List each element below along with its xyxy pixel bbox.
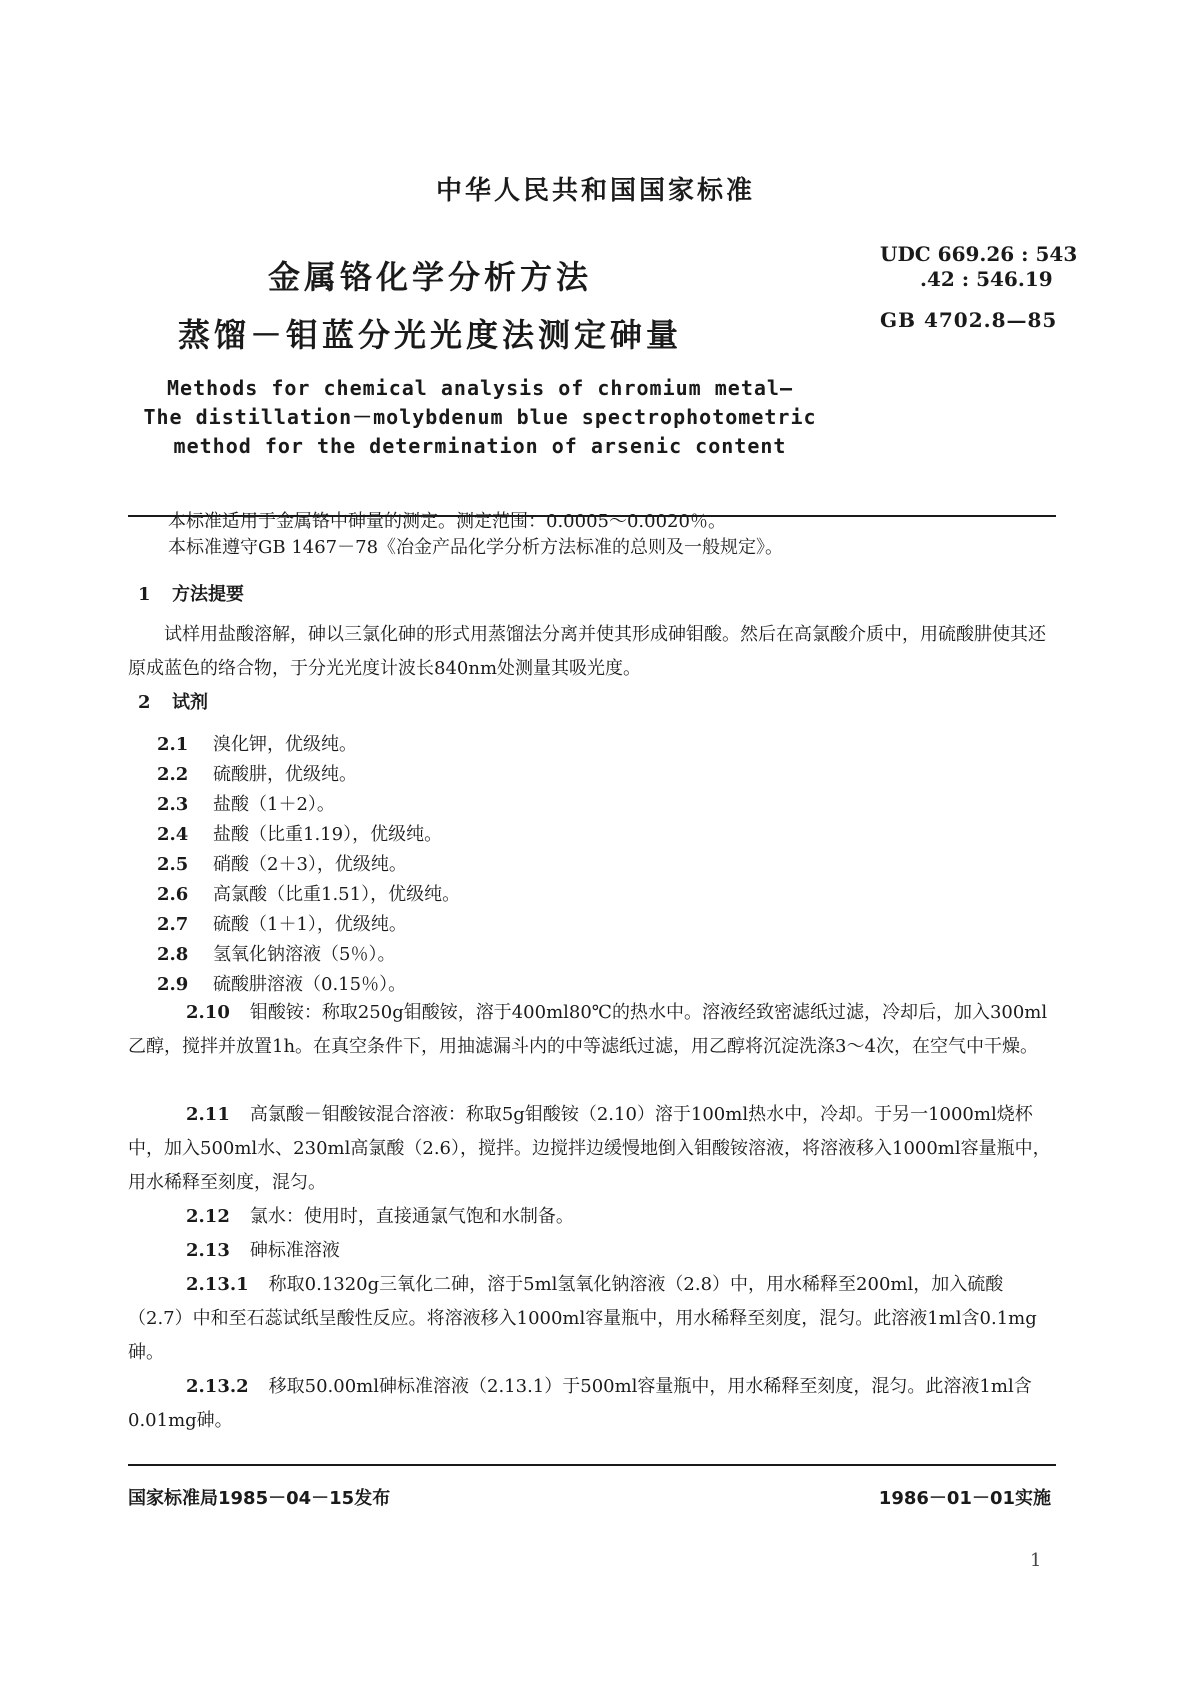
item-2-12-number: 2.12 (186, 1206, 230, 1227)
udc-line2: .42 : 546.19 (920, 267, 1053, 291)
item-2-12-text: 氯水：使用时，直接通氯气饱和水制备。 (249, 1206, 574, 1227)
standard-label: 中华人民共和国国家标准 (435, 176, 755, 206)
intro-text-1: 本标准适用于金属铬中砷量的测定。测定范围：0.0005～0.0020％。 (168, 511, 726, 532)
page-number: 1 (1030, 1550, 1042, 1571)
item-2-13 (128, 1234, 1056, 1268)
title-en (0, 374, 960, 461)
udc-line1: UDC 669.26 : 543 (880, 242, 1078, 266)
item-2-10-number: 2.10 (186, 1002, 230, 1023)
list-item: 2.4 盐酸（比重1.19），优级纯。 (157, 824, 443, 845)
issued-date: 国家标准局1985－04－15发布 (128, 1488, 391, 1509)
list-item: 2.2 硫酸肼，优级纯。 (157, 764, 357, 785)
title-en-line1: Methods for chemical analysis of chromium metal— (167, 376, 793, 400)
intro-text-2: 本标准遵守GB 1467－78《冶金产品化学分析方法标准的总则及一般规定》。 (168, 537, 784, 558)
item-2-13-text: 砷标准溶液 (249, 1240, 340, 1261)
title-en-line2: The distillation－molybdenum blue spectrophotometric (143, 405, 817, 429)
item-2-11-text: 高氯酸－钼酸铵混合溶液：称取5g钼酸铵（2.10）溶于100ml热水中，冷却。于另一1000ml烧杯中，加入500ml水、230ml高氯酸（2.6），搅拌。边搅拌边缓慢地倒入钼酸铵溶液，将溶液移入1000ml容量瓶中，用水稀释至刻度，混匀。 (128, 1104, 1051, 1193)
item-2-13-2-text: 移取50.00ml砷标准溶液（2.13.1）于500ml容量瓶中，用水稀释至刻度，混匀。此溶液1ml含0.01mg砷。 (128, 1376, 1032, 1431)
list-item: 2.6 高氯酸（比重1.51），优级纯。 (157, 884, 461, 905)
section-2-heading (138, 688, 208, 714)
item-2-13-1 (128, 1268, 1056, 1370)
item-2-13-1-number: 2.13.1 (186, 1274, 249, 1295)
intro-paragraph-1 (168, 508, 726, 532)
intro-paragraph-2 (168, 536, 783, 560)
list-item: 2.1 溴化钾，优级纯。 (157, 734, 357, 755)
section-1-heading (138, 580, 244, 606)
item-2-13-2-number: 2.13.2 (186, 1376, 249, 1397)
section-2-title: 试剂 (172, 692, 208, 713)
item-2-10 (128, 996, 1056, 1064)
list-item: 2.9 硫酸肼溶液（0.15％）。 (157, 974, 407, 995)
item-2-13-number: 2.13 (186, 1240, 230, 1261)
list-item: 2.5 硝酸（2＋3），优级纯。 (157, 854, 407, 875)
section-1-title: 方法提要 (172, 584, 244, 605)
effective-date: 1986－01－01实施 (878, 1488, 1051, 1509)
title-en-line3: method for the determination of arsenic content (173, 434, 787, 458)
item-2-10-text: 钼酸铵：称取250g钼酸铵，溶于400ml80℃的热水中。溶液经致密滤纸过滤，冷却后，加入300ml乙醇，搅拌并放置1h。在真空条件下，用抽滤漏斗内的中等滤纸过滤，用乙醇将沉淀洗涤3～4次，在空气中干燥。 (128, 1002, 1048, 1057)
udc-code (880, 242, 1077, 292)
item-2-11 (128, 1098, 1056, 1200)
section-1-body: 试样用盐酸溶解，砷以三氯化砷的形式用蒸馏法分离并使其形成砷钼酸。然后在高氯酸介质中，用硫酸肼使其还原成蓝色的络合物，于分光光度计波长840nm处测量其吸光度。 (128, 624, 1046, 679)
list-item: 2.3 盐酸（1＋2）。 (157, 794, 335, 815)
bottom-divider (128, 1464, 1056, 1466)
list-item: 2.7 硫酸（1＋1），优级纯。 (157, 914, 407, 935)
title-cn-line2: 蒸馏－钼蓝分光光度法测定砷量 (177, 316, 682, 354)
item-2-13-2 (128, 1370, 1056, 1438)
gb-number: GB 4702.8—85 (880, 308, 1058, 332)
item-2-11-number: 2.11 (186, 1104, 230, 1125)
item-2-13-1-text: 称取0.1320g三氧化二砷，溶于5ml氢氧化钠溶液（2.8）中，用水稀释至200ml，加入硫酸（2.7）中和至石蕊试纸呈酸性反应。将溶液移入1000ml容量瓶中，用水稀释至刻度，混匀。此溶液1ml含0.1mg砷。 (128, 1274, 1037, 1363)
list-item: 2.8 氢氧化钠溶液（5％）。 (157, 944, 396, 965)
section-2-number: 2 (138, 692, 151, 713)
section-1-number: 1 (138, 584, 151, 605)
title-cn-line1: 金属铬化学分析方法 (267, 258, 592, 296)
item-2-12 (128, 1200, 1056, 1234)
